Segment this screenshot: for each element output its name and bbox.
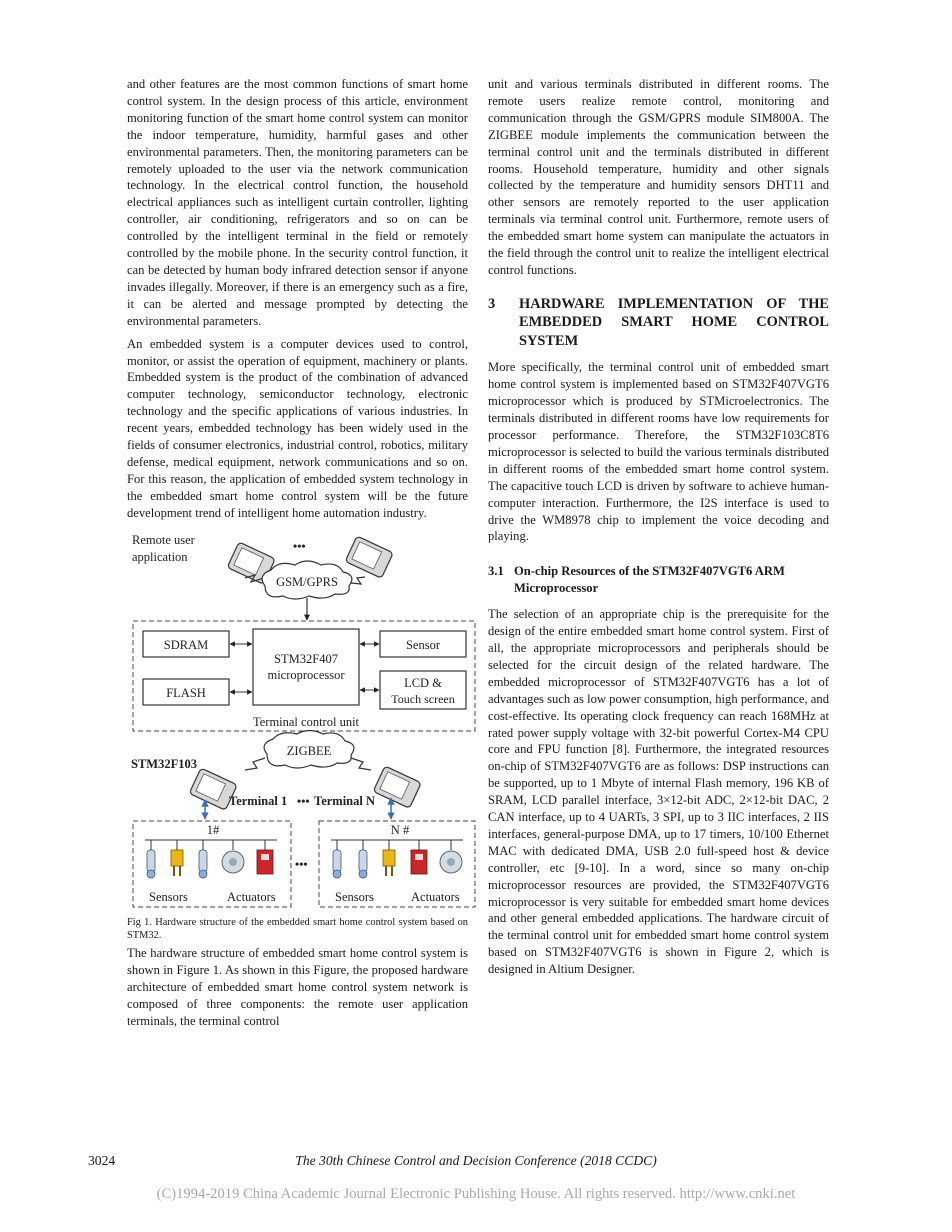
humidity-sensor-icon bbox=[383, 850, 395, 876]
gas-sensor-icon bbox=[359, 850, 367, 878]
temperature-sensor-icon bbox=[333, 850, 341, 878]
subsection-title: On-chip Resources of the STM32F407VGT6 ARM Microprocessor bbox=[514, 564, 785, 596]
section-title: HARDWARE IMPLEMENTATION OF THE EMBEDDED SMART HOME CONTROL SYSTEM bbox=[519, 295, 829, 349]
lcd-label-2: Touch screen bbox=[391, 691, 455, 706]
page-number: 3024 bbox=[88, 1153, 116, 1168]
paragraph-smart-home-functions: and other features are the most common functions of smart home control system. In the design process of this article, environment monitoring function of the smart home control system can monitor the indoor temperature, humidity, harmful gases and other environmental parameters. Then, the monitoring parameters can be remotely uploaded to the user via the network communication technology. In the electrical control function, the household electrical appliances such as intelligent curtain controller, lighting controller, air conditioning, refrigerators and so on can be controlled by the intelligent terminal in the field or remotely controlled by the mobile phone. In the security control function, it can be detected by human body infrared detection sensor if anyone invades illegally. Moreover, if there is an emergency such as a fire, it can be alerted and message prompted by detecting the environmental parameters. bbox=[127, 77, 468, 328]
lcd-label: LCD & bbox=[404, 675, 442, 690]
remote-user-label: Remote user bbox=[132, 532, 195, 547]
gsm-label: GSM/GPRS bbox=[276, 574, 338, 589]
remote-user-label-2: application bbox=[132, 549, 188, 564]
group-n-label: N # bbox=[390, 822, 410, 837]
mcu-label: STM32F407 bbox=[274, 651, 338, 666]
phone-icon bbox=[345, 536, 393, 578]
left-column bbox=[127, 76, 468, 1036]
fan-actuator-icon bbox=[440, 851, 462, 873]
figure-1-diagram bbox=[129, 528, 477, 910]
conference-footer: The 30th Chinese Control and Decision Conference (2018 CCDC) bbox=[295, 1153, 657, 1168]
figure-1-hardware-structure bbox=[129, 528, 477, 910]
copyright-notice: (C)1994-2019 China Academic Journal Electronic Publishing House. All rights reserved. http://www.cnki.net bbox=[156, 1186, 796, 1202]
subsection-number: 3.1 bbox=[488, 564, 504, 579]
alarm-actuator-icon bbox=[411, 850, 427, 874]
paragraph-section-3: More specifically, the terminal control unit of embedded smart home control system is implemented based on STM32F407VGT6 microprocessor which is produced by STMicroelectronics. The terminals distributed in different rooms have low requirements for processor performance. Therefore, the STM32F103C8T6 microprocessor is selected to build the various terminals distributed in different rooms of the embedded smart home control system. The capacitive touch LCD is driven by software to achieve human-computer interaction. Furthermore, the I2S interface is used to drive the WM8978 chip to implement the voice decoding and playing. bbox=[488, 360, 829, 544]
figure-caption: Fig 1. Hardware structure of the embedded smart home control system based on STM32. bbox=[127, 916, 468, 941]
group-1-label: 1# bbox=[206, 822, 220, 837]
paragraph-embedded-system: An embedded system is a computer devices used to control, monitor, or assist the operation of equipment, machinery or plants. Embedded system is the product of the combination of advanced computer technology, semiconductor technology, electronic technology and the specific applications of various industries. In recent years, embedded technology has been widely used in the fields of consumer electronics, industrial control, robotics, military defense, medical equipment, network communications and so on. For this reason, the application of embedded system technology in the embedded smart home control system will be the future development trend of intelligent home automation industry. bbox=[127, 336, 468, 520]
remote-dots: ••• bbox=[293, 538, 306, 553]
actuators-label-1: Actuators bbox=[227, 889, 276, 904]
paragraph-terminal-communication: unit and various terminals distributed in different rooms. The remote users realize remote control, monitoring and communication through the GSM/GPRS module SIM800A. The ZIGBEE module implements the communication between the terminal control unit and the terminals distributed in different rooms. Household temperature, humidity and other signals collected by the temperature and humidity sensors DHT11 and other sensors are remotely reported to the user application terminals via terminal control unit. Furthermore, remote users of the embedded smart home system can manipulate the actuators in the field through the control unit to realize the intelligent electrical control functions. bbox=[488, 77, 829, 277]
zigbee-label: ZIGBEE bbox=[286, 743, 332, 758]
sensor-label: Sensor bbox=[405, 637, 441, 652]
terminal-unit-label: Terminal control unit bbox=[252, 714, 360, 729]
subsection-3-1-heading bbox=[488, 563, 829, 597]
terminal-n-label: Terminal N bbox=[314, 793, 375, 808]
terminal-dots: ••• bbox=[297, 793, 310, 808]
mcu-label-2: microprocessor bbox=[267, 667, 345, 682]
stm32f103-label: STM32F103 bbox=[131, 756, 197, 771]
terminal-1-label: Terminal 1 bbox=[229, 793, 288, 808]
terminal-n-device-icon bbox=[373, 766, 421, 808]
section-number: 3 bbox=[488, 295, 496, 312]
zigbee-cloud bbox=[264, 730, 354, 768]
sensors-label-2: Sensors bbox=[335, 889, 374, 904]
actuators-label-2: Actuators bbox=[411, 889, 460, 904]
paragraph-hardware-structure: The hardware structure of embedded smart home control system is shown in Figure 1. As shown in this Figure, the proposed hardware architecture of embedded smart home control system network is composed of three components: the remote user application terminals, the terminal control bbox=[127, 945, 468, 1028]
humidity-sensor-icon bbox=[171, 850, 183, 876]
temperature-sensor-icon bbox=[147, 850, 155, 878]
section-3-heading bbox=[488, 295, 829, 351]
gas-sensor-icon bbox=[199, 850, 207, 878]
groups-dots: ••• bbox=[295, 856, 308, 871]
mcu-box bbox=[253, 629, 359, 705]
alarm-actuator-icon bbox=[257, 850, 273, 874]
sensors-label-1: Sensors bbox=[149, 889, 188, 904]
gsm-gprs-cloud bbox=[262, 561, 352, 599]
paragraph-subsection-3-1: The selection of an appropriate chip is the prerequisite for the design of the entire embedded smart home control system. First of all, the appropriate microprocessors and peripherals should be selected for the circuit design of the related hardware. The embedded microprocessor of STM32F407VGT6 has a lot of advantages such as low power consumption, high performance, and cost-effective. Its operating clock frequency can reach 168MHz at rated power supply voltage with 32-bit powerful Cortex-M4 CPU core and FPU function [8]. Furthermore, the integrated resources on-chip of STM32F407VGT6 are as follows: DSP instructions can be supported, up to 1 Mbyte of internal Flash memory, 196 KB of SRAM, LCD parallel interface, 3×12-bit ADC, 2×12-bit DAC, 2 CAN interface, up to 4 UARTs, 3 SPI, up to 3 IIC interfaces, 2 IIS interfaces, general-purpose DMA, up to 17 timers, 10/100 Ethernet MAC with dedicated DMA, USB 2.0 full-speed host & device controller, etc [9-10]. In a word, since so many on-chip microprocessor resources are provided, the STM32F407VGT6 microprocessor is very suitable for embedded smart home devices and other general embedded applications. The hardware circuit of the terminal control unit for embedded smart home control system based on STM32F407VGT6 is shown in Figure 2, which is designed in Altium Designer. bbox=[488, 607, 829, 977]
right-column bbox=[488, 76, 829, 984]
fan-actuator-icon bbox=[222, 851, 244, 873]
sdram-label: SDRAM bbox=[163, 637, 209, 652]
flash-label: FLASH bbox=[166, 685, 206, 700]
